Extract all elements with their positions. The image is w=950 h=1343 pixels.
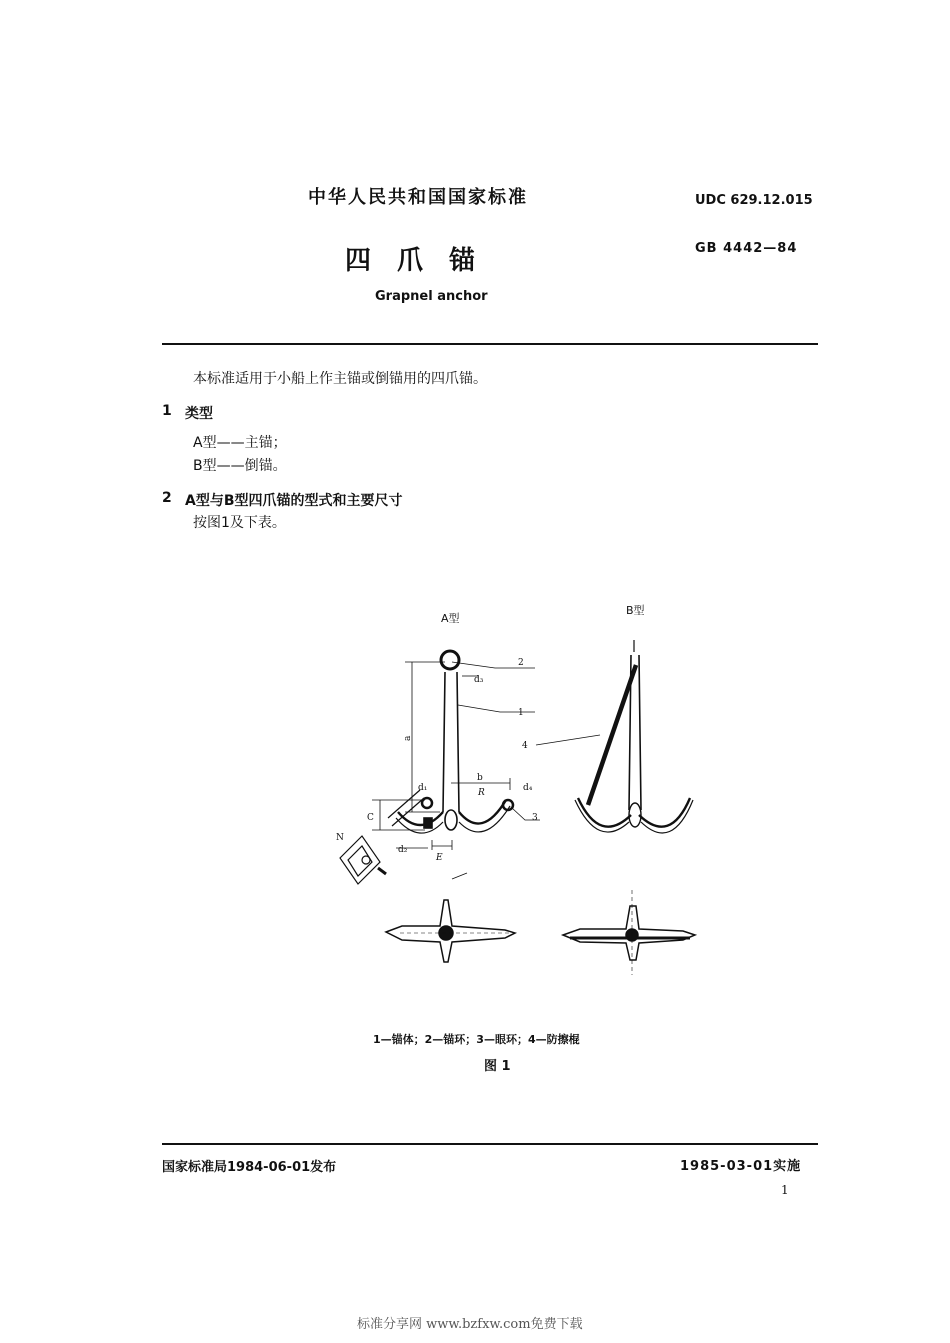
footer-rule <box>162 1143 818 1145</box>
callout-4: 4 <box>522 741 528 751</box>
callout-1: 1 <box>518 708 524 718</box>
section1-number: 1 <box>162 403 172 419</box>
title-en: Grapnel anchor <box>375 289 488 304</box>
figure-legend: 1—锚体；2—锚环；3—眼环；4—防擦棍 <box>373 1033 580 1046</box>
dim-e: E <box>436 853 443 863</box>
label-type-a: A型 <box>441 612 460 625</box>
effective-date: 1985-03-01实施 <box>680 1159 802 1174</box>
dim-n: N <box>336 833 344 843</box>
section2-number: 2 <box>162 490 172 506</box>
page-number: 1 <box>781 1183 789 1197</box>
watermark: 标准分享网 www.bzfxw.com免费下载 <box>357 1317 583 1332</box>
section2-title: A型与B型四爪锚的型式和主要尺寸 <box>185 493 403 509</box>
figure-caption: 图 1 <box>484 1059 511 1074</box>
section2-text: 按图1及下表。 <box>193 515 286 531</box>
page-title: 四 爪 锚 <box>345 246 476 276</box>
eye-detail-view <box>340 790 424 884</box>
type-b-line: B型——倒锚。 <box>193 458 287 474</box>
dim-b: b <box>477 773 483 783</box>
dim-d3: d₃ <box>474 675 484 685</box>
callout-3: 3 <box>532 813 538 823</box>
dim-d4: d₄ <box>523 783 533 793</box>
dim-a: a <box>403 735 413 741</box>
gb-code: GB 4442—84 <box>695 241 798 256</box>
anchor-body-a <box>396 651 513 833</box>
header-rule <box>162 343 818 345</box>
dim-d2: d₂ <box>398 845 408 855</box>
dim-r: R <box>478 788 485 798</box>
label-type-b: B型 <box>626 604 645 617</box>
type-a-line: A型——主锚； <box>193 435 287 451</box>
udc-code: UDC 629.12.015 <box>695 193 813 208</box>
callout-2: 2 <box>518 658 524 668</box>
section1-title: 类型 <box>185 406 213 422</box>
dim-d1: d₁ <box>418 783 428 793</box>
scope-text: 本标准适用于小船上作主锚或倒锚用的四爪锚。 <box>193 371 487 387</box>
top-view-a <box>386 900 515 962</box>
dim-c: C <box>367 813 374 823</box>
top-view-b <box>563 890 695 975</box>
standard-org: 中华人民共和国国家标准 <box>308 187 528 208</box>
issued-date: 国家标准局1984-06-01发布 <box>162 1160 337 1175</box>
figure-top-views <box>0 0 1 1</box>
